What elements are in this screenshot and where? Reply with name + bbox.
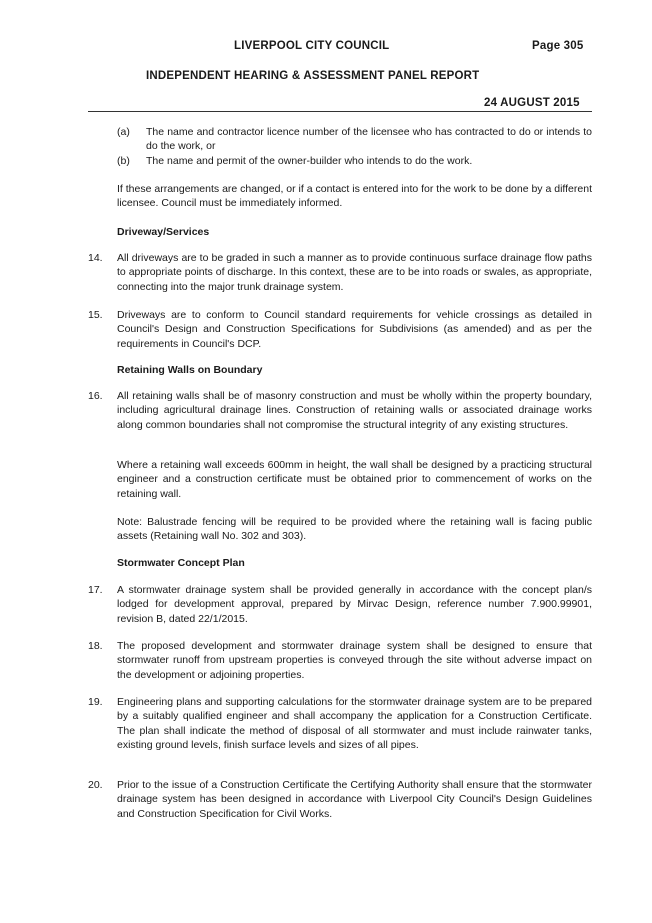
page-number: Page 305	[532, 40, 584, 52]
report-date: 24 AUGUST 2015	[484, 97, 580, 109]
retaining-wall-note: Note: Balustrade fencing will be required to be provided where the retaining wall is facing public assets (Retaining wall No. 302 and 303).	[117, 516, 592, 543]
retaining-wall-paragraph: Where a retaining wall exceeds 600mm in height, the wall shall be designed by a practicing structural engineer and a construction certificate must be obtained prior to commencement of works on the retaining wall.	[117, 459, 592, 500]
condition-number-15: 15.	[88, 309, 103, 321]
header-rule	[88, 111, 592, 112]
condition-number-16: 16.	[88, 390, 103, 402]
council-name: LIVERPOOL CITY COUNCIL	[234, 40, 390, 52]
condition-15: Driveways are to conform to Council standard requirements for vehicle crossings as detailed in Council's Design and Construction Specifications for Subdivisions (as amended) and as per the requirements in Council's DCP.	[117, 309, 592, 350]
condition-number-17: 17.	[88, 584, 103, 596]
list-item-a: The name and contractor licence number of the licensee who has contracted to do or intends to do the work, or	[146, 126, 592, 153]
condition-number-14: 14.	[88, 252, 103, 264]
intro-paragraph: If these arrangements are changed, or if a contact is entered into for the work to be done by a different licensee. Council must be immediately informed.	[117, 183, 592, 210]
condition-number-19: 19.	[88, 696, 103, 708]
condition-number-18: 18.	[88, 640, 103, 652]
condition-14: All driveways are to be graded in such a manner as to provide continuous surface drainage flow paths to appropriate points of discharge. In this context, these are to be into roads or swales, as appropriate, connecting into the major trunk drainage system.	[117, 252, 592, 293]
condition-18: The proposed development and stormwater drainage system shall be designed to ensure that stormwater runoff from upstream properties is conveyed through the site without adverse impact on the development or adjoining properties.	[117, 640, 592, 681]
condition-17: A stormwater drainage system shall be provided generally in accordance with the concept plan/s lodged for development approval, prepared by Mirvac Design, reference number 7.900.99901, revision B, dated 22/1/2015.	[117, 584, 592, 625]
condition-19: Engineering plans and supporting calculations for the stormwater drainage system are to be prepared by a suitably qualified engineer and shall accompany the application for a Construction Certificate. The plan shall indicate the method of disposal of all stormwater and must include rainwater tanks, existing ground levels, finish surface levels and sizes of all pipes.	[117, 696, 592, 752]
condition-16: All retaining walls shall be of masonry construction and must be wholly within the property boundary, including agricultural drainage lines. Construction of retaining walls or associated drainage works along common boundaries shall not compromise the structural integrity of any existing structures.	[117, 390, 592, 431]
list-item-b: The name and permit of the owner-builder who intends to do the work.	[146, 155, 473, 167]
report-title: INDEPENDENT HEARING & ASSESSMENT PANEL REPORT	[146, 70, 480, 82]
condition-number-20: 20.	[88, 779, 103, 791]
list-label-b: (b)	[117, 155, 130, 167]
list-label-a: (a)	[117, 126, 130, 138]
section-heading-stormwater: Stormwater Concept Plan	[117, 557, 245, 569]
section-heading-retaining-walls: Retaining Walls on Boundary	[117, 364, 263, 376]
section-heading-driveway: Driveway/Services	[117, 226, 210, 238]
condition-20: Prior to the issue of a Construction Certificate the Certifying Authority shall ensure that the stormwater drainage system has been designed in accordance with Liverpool City Council's Design Guidelines and Construction Specification for Civil Works.	[117, 779, 592, 820]
